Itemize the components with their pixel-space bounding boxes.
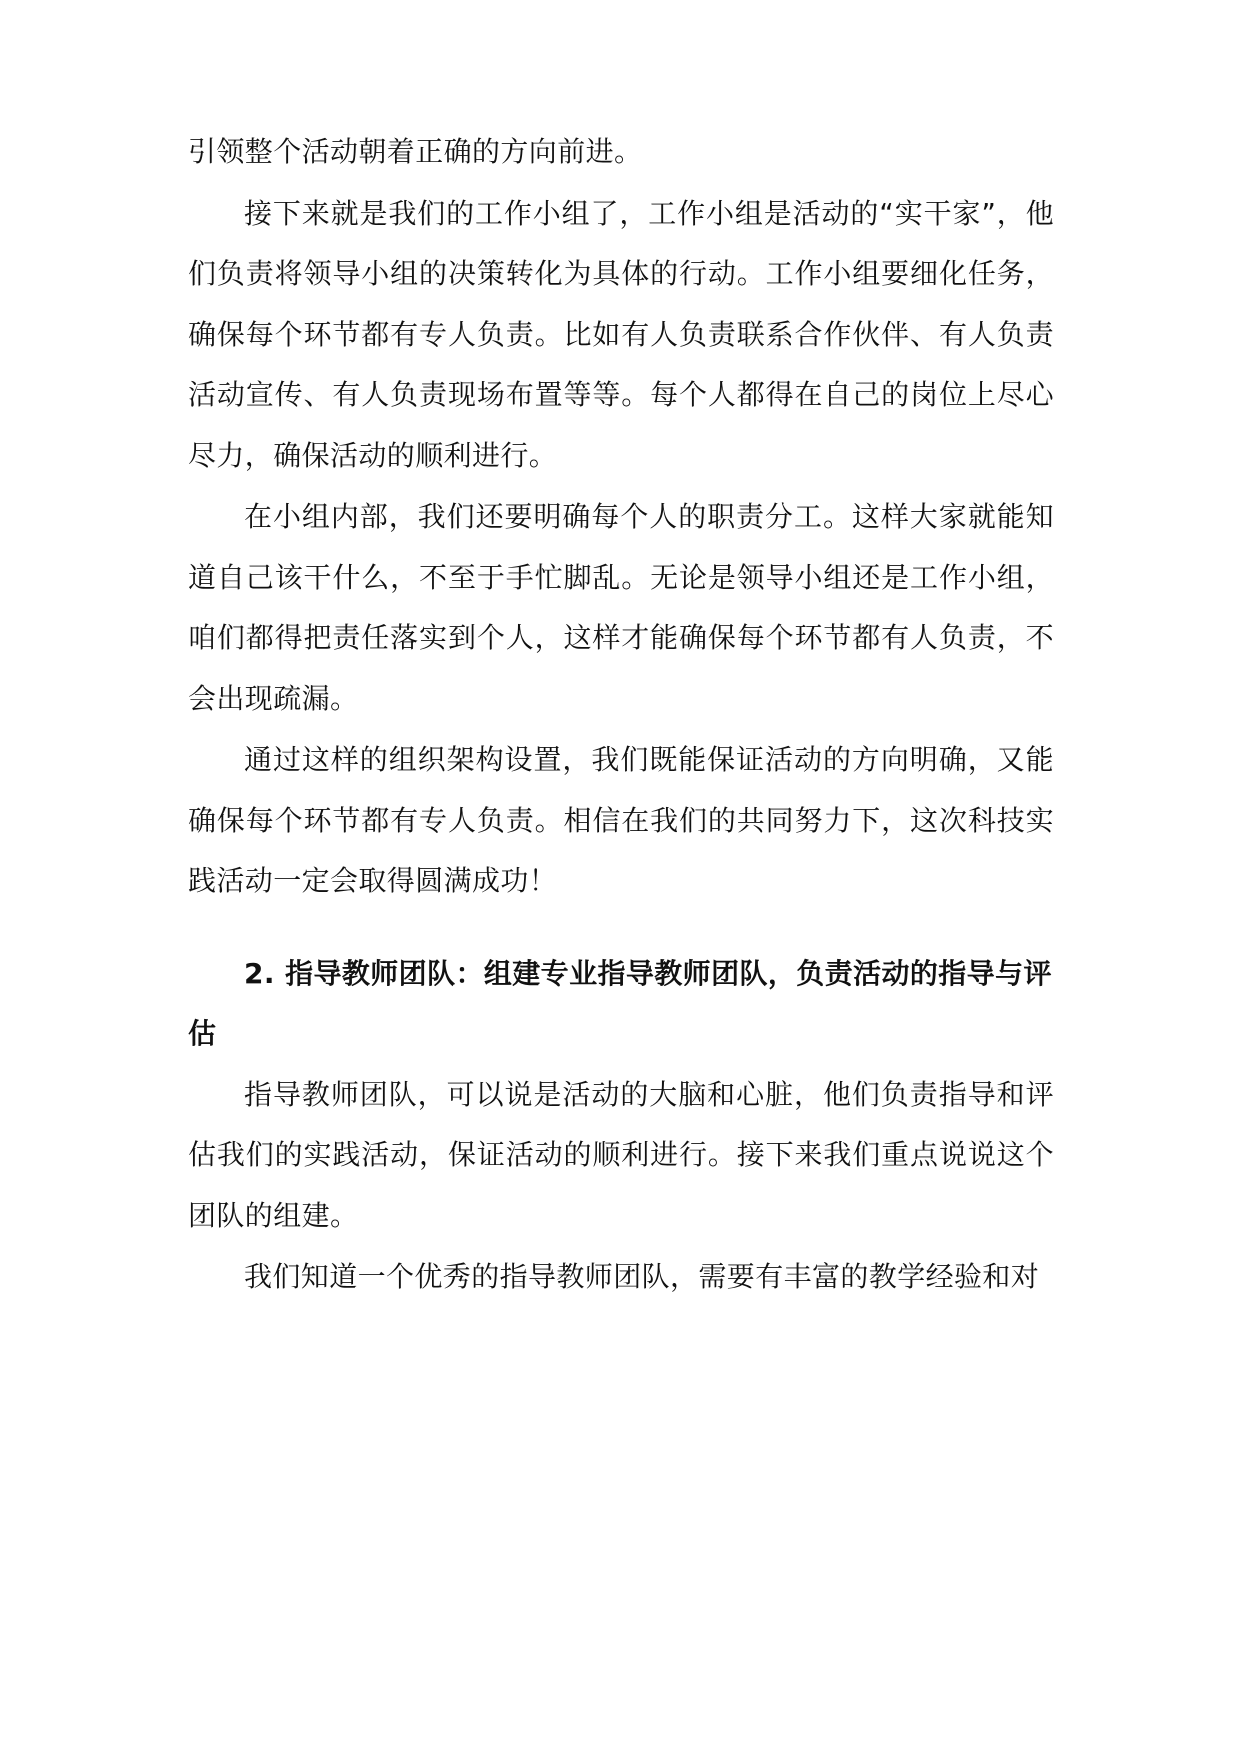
- section-spacer: [188, 913, 1054, 944]
- section-heading: 2. 指导教师团队：组建专业指导教师团队，负责活动的指导与评估: [188, 956, 1052, 1050]
- paragraph-responsibilities: 在小组内部，我们还要明确每个人的职责分工。这样大家就能知道自己该干什么，不至于手忙脚乱。无论是领导小组还是工作小组，咱们都得把责任落实到个人，这样才能确保每个环节都有人负责，不会出现疏漏。: [188, 500, 1054, 715]
- paragraph-working-group: 接下来就是我们的工作小组了，工作小组是活动的“实干家”，他们负责将领导小组的决策转化为具体的行动。工作小组要细化任务，确保每个环节都有专人负责。比如有人负责联系合作伙伴、有人负责活动宣传、有人负责现场布置等等。每个人都得在自己的岗位上尽心尽力，确保活动的顺利进行。: [188, 196, 1054, 472]
- paragraph-teacher-team-requirements: 我们知道一个优秀的指导教师团队，需要有丰富的教学经验和对: [244, 1260, 1040, 1293]
- document-body: [188, 122, 1054, 1309]
- paragraph-conclusion: 通过这样的组织架构设置，我们既能保证活动的方向明确，又能确保每个环节都有专人负责。相信在我们的共同努力下，这次科技实践活动一定会取得圆满成功！: [188, 743, 1054, 897]
- paragraph-continuation: 引领整个活动朝着正确的方向前进。: [188, 135, 643, 168]
- paragraph-teacher-team-intro: 指导教师团队，可以说是活动的大脑和心脏，他们负责指导和评估我们的实践活动，保证活动的顺利进行。接下来我们重点说说这个团队的组建。: [188, 1077, 1054, 1232]
